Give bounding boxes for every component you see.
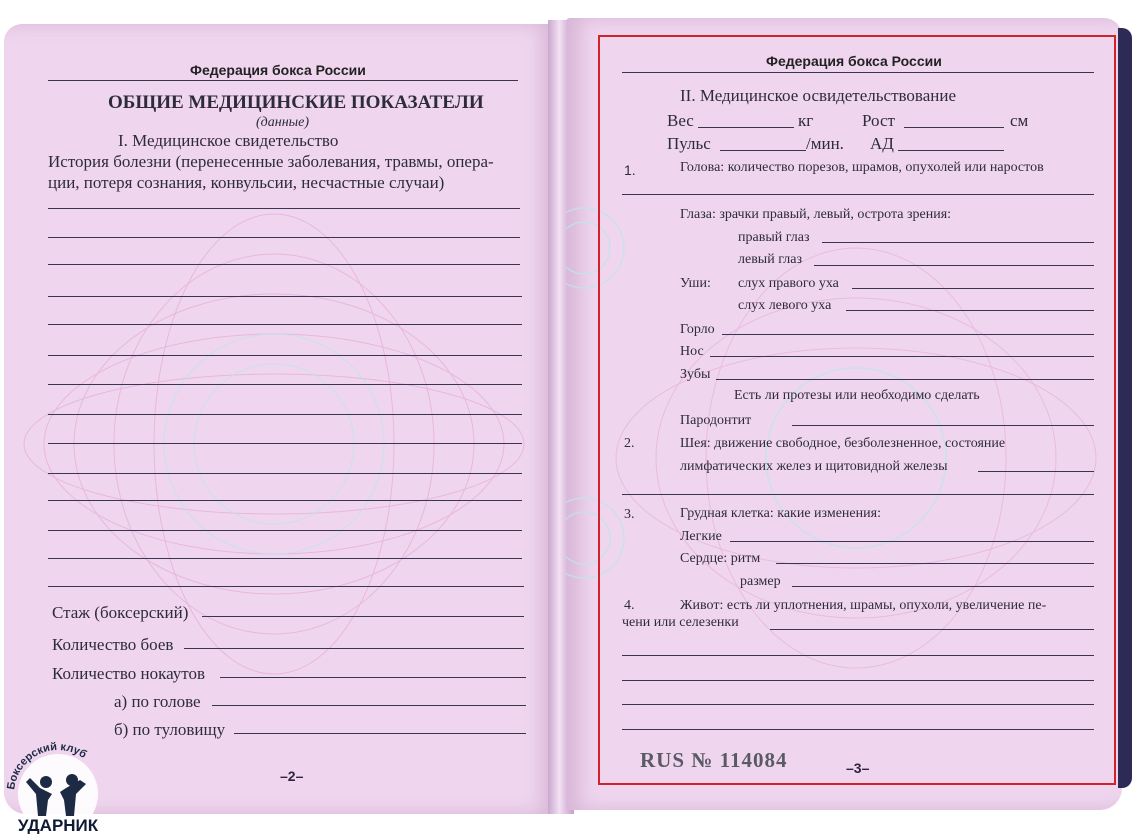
item2-neck-label-line1: Шея: движение свободное, безболезненное, состояние <box>680 436 1006 451</box>
federation-header-right: Федерация бокса России <box>766 53 942 69</box>
left-eye-label: левый глаз <box>738 252 802 267</box>
history-line[interactable] <box>48 558 522 559</box>
history-line[interactable] <box>48 586 524 587</box>
history-line[interactable] <box>48 473 522 474</box>
knockouts-count-label: Количество нокаутов <box>52 664 206 683</box>
item2-number: 2. <box>624 436 635 451</box>
teeth-label: Зубы <box>680 367 711 382</box>
throat-label: Горло <box>680 322 715 337</box>
item2-neck-label-line2: лимфатических желез и щитовидной железы <box>680 459 948 474</box>
knockouts-count-field[interactable] <box>220 677 526 678</box>
nose-label: Нос <box>680 344 704 359</box>
bp-label: АД <box>870 134 894 153</box>
history-line[interactable] <box>48 414 522 415</box>
weight-label: Вес <box>667 111 694 130</box>
history-line[interactable] <box>48 324 522 325</box>
highlight-box <box>598 35 1116 785</box>
page-title: ОБЩИЕ МЕДИЦИНСКИЕ ПОКАЗАТЕЛИ <box>108 92 484 113</box>
heart-size-label: размер <box>740 574 781 589</box>
item3-chest-label: Грудная клетка: какие изменения: <box>680 506 881 521</box>
history-line[interactable] <box>48 530 522 531</box>
right-eye-label: правый глаз <box>738 230 810 245</box>
ko-body-field[interactable] <box>234 733 526 734</box>
history-line[interactable] <box>48 264 520 265</box>
page-number-right: –3– <box>846 760 870 776</box>
item1-head-label: Голова: количество порезов, шрамов, опухолей или наростов <box>680 160 1044 175</box>
eyes-label: Глаза: зрачки правый, левый, острота зрения: <box>680 207 952 222</box>
height-unit: см <box>1010 111 1029 130</box>
history-label-line2: ции, потеря сознания, конвульсии, несчастные случаи) <box>48 173 445 192</box>
heart-rhythm-label: Сердце: ритм <box>680 551 761 566</box>
ko-head-field[interactable] <box>212 705 526 706</box>
history-label-line1: История болезни (перенесенные заболевания, травмы, опера- <box>48 152 494 171</box>
boxing-experience-field[interactable] <box>202 616 524 617</box>
ko-body-label: б) по туловищу <box>114 720 226 739</box>
periodontitis-label: Пародонтит <box>680 413 752 428</box>
pulse-label: Пульс <box>667 134 711 153</box>
item3-number: 3. <box>624 507 635 522</box>
header-rule-left <box>48 80 518 81</box>
page-subtitle: (данные) <box>256 115 309 130</box>
section-medical-certificate: I. Медицинское свидетельство <box>118 131 339 150</box>
ko-head-label: а) по голове <box>114 692 201 711</box>
page-number-left: –2– <box>280 768 304 784</box>
item4-number: 4. <box>624 598 635 613</box>
serial-number: RUS № 114084 <box>640 748 788 772</box>
lungs-label: Легкие <box>680 529 722 544</box>
federation-header-left: Федерация бокса России <box>190 62 366 78</box>
history-line[interactable] <box>48 355 522 356</box>
cover-edge <box>1118 28 1132 788</box>
boxing-club-logo <box>0 730 115 834</box>
right-ear-label: слух правого уха <box>738 276 839 291</box>
fights-count-field[interactable] <box>184 648 524 649</box>
history-line[interactable] <box>48 208 520 209</box>
item1-number: 1. <box>624 162 636 178</box>
history-line[interactable] <box>48 500 522 501</box>
boxing-experience-label: Стаж (боксерский) <box>52 603 189 622</box>
svg-text:Боксерский клуб: Боксерский клуб <box>5 740 89 791</box>
left-ear-label: слух левого уха <box>738 298 832 313</box>
svg-text:УДАРНИК: УДАРНИК <box>17 816 99 834</box>
item4-abdomen-label-line2: чени или селезенки <box>622 615 739 630</box>
pulse-unit: /мин. <box>806 134 844 153</box>
history-line[interactable] <box>48 384 522 385</box>
prosthesis-label: Есть ли протезы или необходимо сделать <box>734 388 980 403</box>
section-medical-examination: II. Медицинское освидетельствование <box>680 86 956 105</box>
ears-label: Уши: <box>680 276 711 291</box>
weight-unit: кг <box>798 111 814 130</box>
history-line[interactable] <box>48 296 522 297</box>
height-label: Рост <box>862 111 895 130</box>
history-line[interactable] <box>48 443 522 444</box>
fights-count-label: Количество боев <box>52 635 174 654</box>
item4-abdomen-label-line1: Живот: есть ли уплотнения, шрамы, опухоли, увеличение пе- <box>680 598 1047 613</box>
history-line[interactable] <box>48 237 520 238</box>
